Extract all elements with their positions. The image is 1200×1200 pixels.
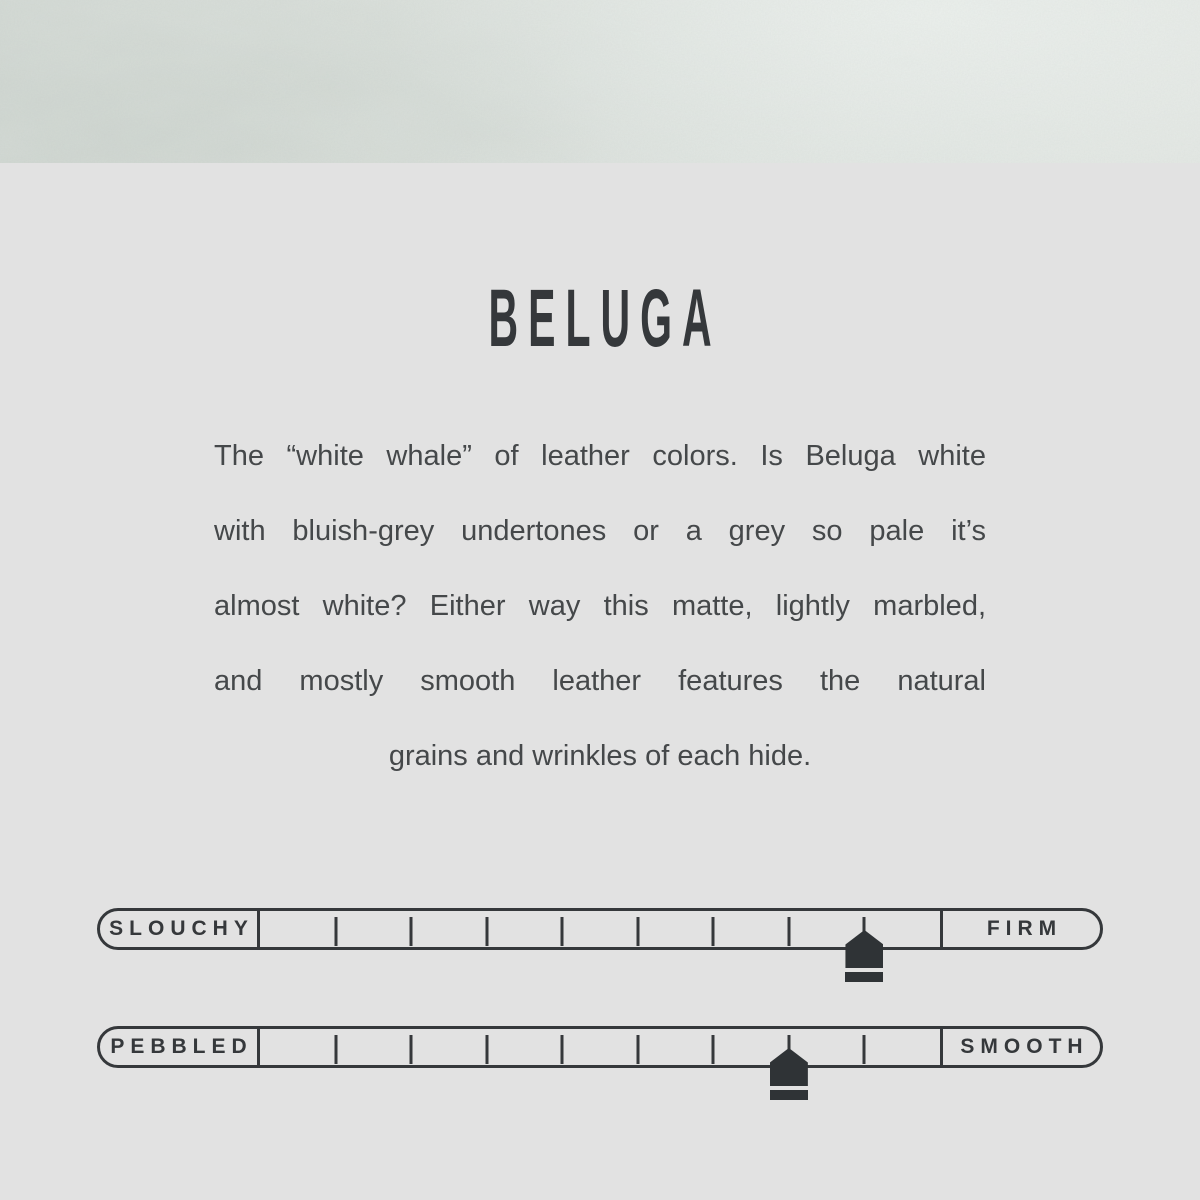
tick-mark [712,1035,715,1064]
tick-mark [334,917,337,946]
scale-marker [845,930,883,982]
pebbled-smooth-scale [97,1026,1103,1068]
tick-mark [712,917,715,946]
tick-mark [334,1035,337,1064]
scale-track [260,1029,940,1065]
tick-mark [636,1035,639,1064]
tick-mark [410,1035,413,1064]
scale-right-section [940,1029,1100,1065]
description-line: and mostly smooth leather features the natural [214,665,986,697]
scale-right-label: FIRM [986,917,1063,940]
page-title-text: BELUGA [488,273,722,364]
tick-mark [410,917,413,946]
description-line: The “white whale” of leather colors. Is Beluga white [214,440,986,472]
description-line: almost white? Either way this matte, lightly marbled, [214,590,986,622]
scale-left-label: SLOUCHY [109,917,254,940]
tick-mark [863,1035,866,1064]
tick-mark [485,917,488,946]
description-line: with bluish-grey undertones or a grey so pale it’s [214,515,986,547]
slouchy-firm-scale [97,908,1103,950]
marker-pointer [845,930,883,968]
scale-marker [770,1048,808,1100]
marker-pointer [770,1048,808,1086]
marker-base [770,1090,808,1100]
tick-mark [787,917,790,946]
page-title [0,163,1200,364]
tick-mark [561,917,564,946]
tick-mark [485,1035,488,1064]
marker-base [845,972,883,982]
tick-mark [561,1035,564,1064]
description-line: grains and wrinkles of each hide. [388,740,812,772]
leather-texture-overlay [0,0,1200,163]
scale-right-section [940,911,1100,947]
tick-mark [636,917,639,946]
scale-left-label: PEBBLED [110,1035,253,1058]
color-description [214,419,986,794]
scale-track [260,911,940,947]
leather-swatch-photo [0,0,1200,163]
scale-left-section [100,911,260,947]
scale-left-section [100,1029,260,1065]
scale-right-label: SMOOTH [960,1035,1089,1058]
